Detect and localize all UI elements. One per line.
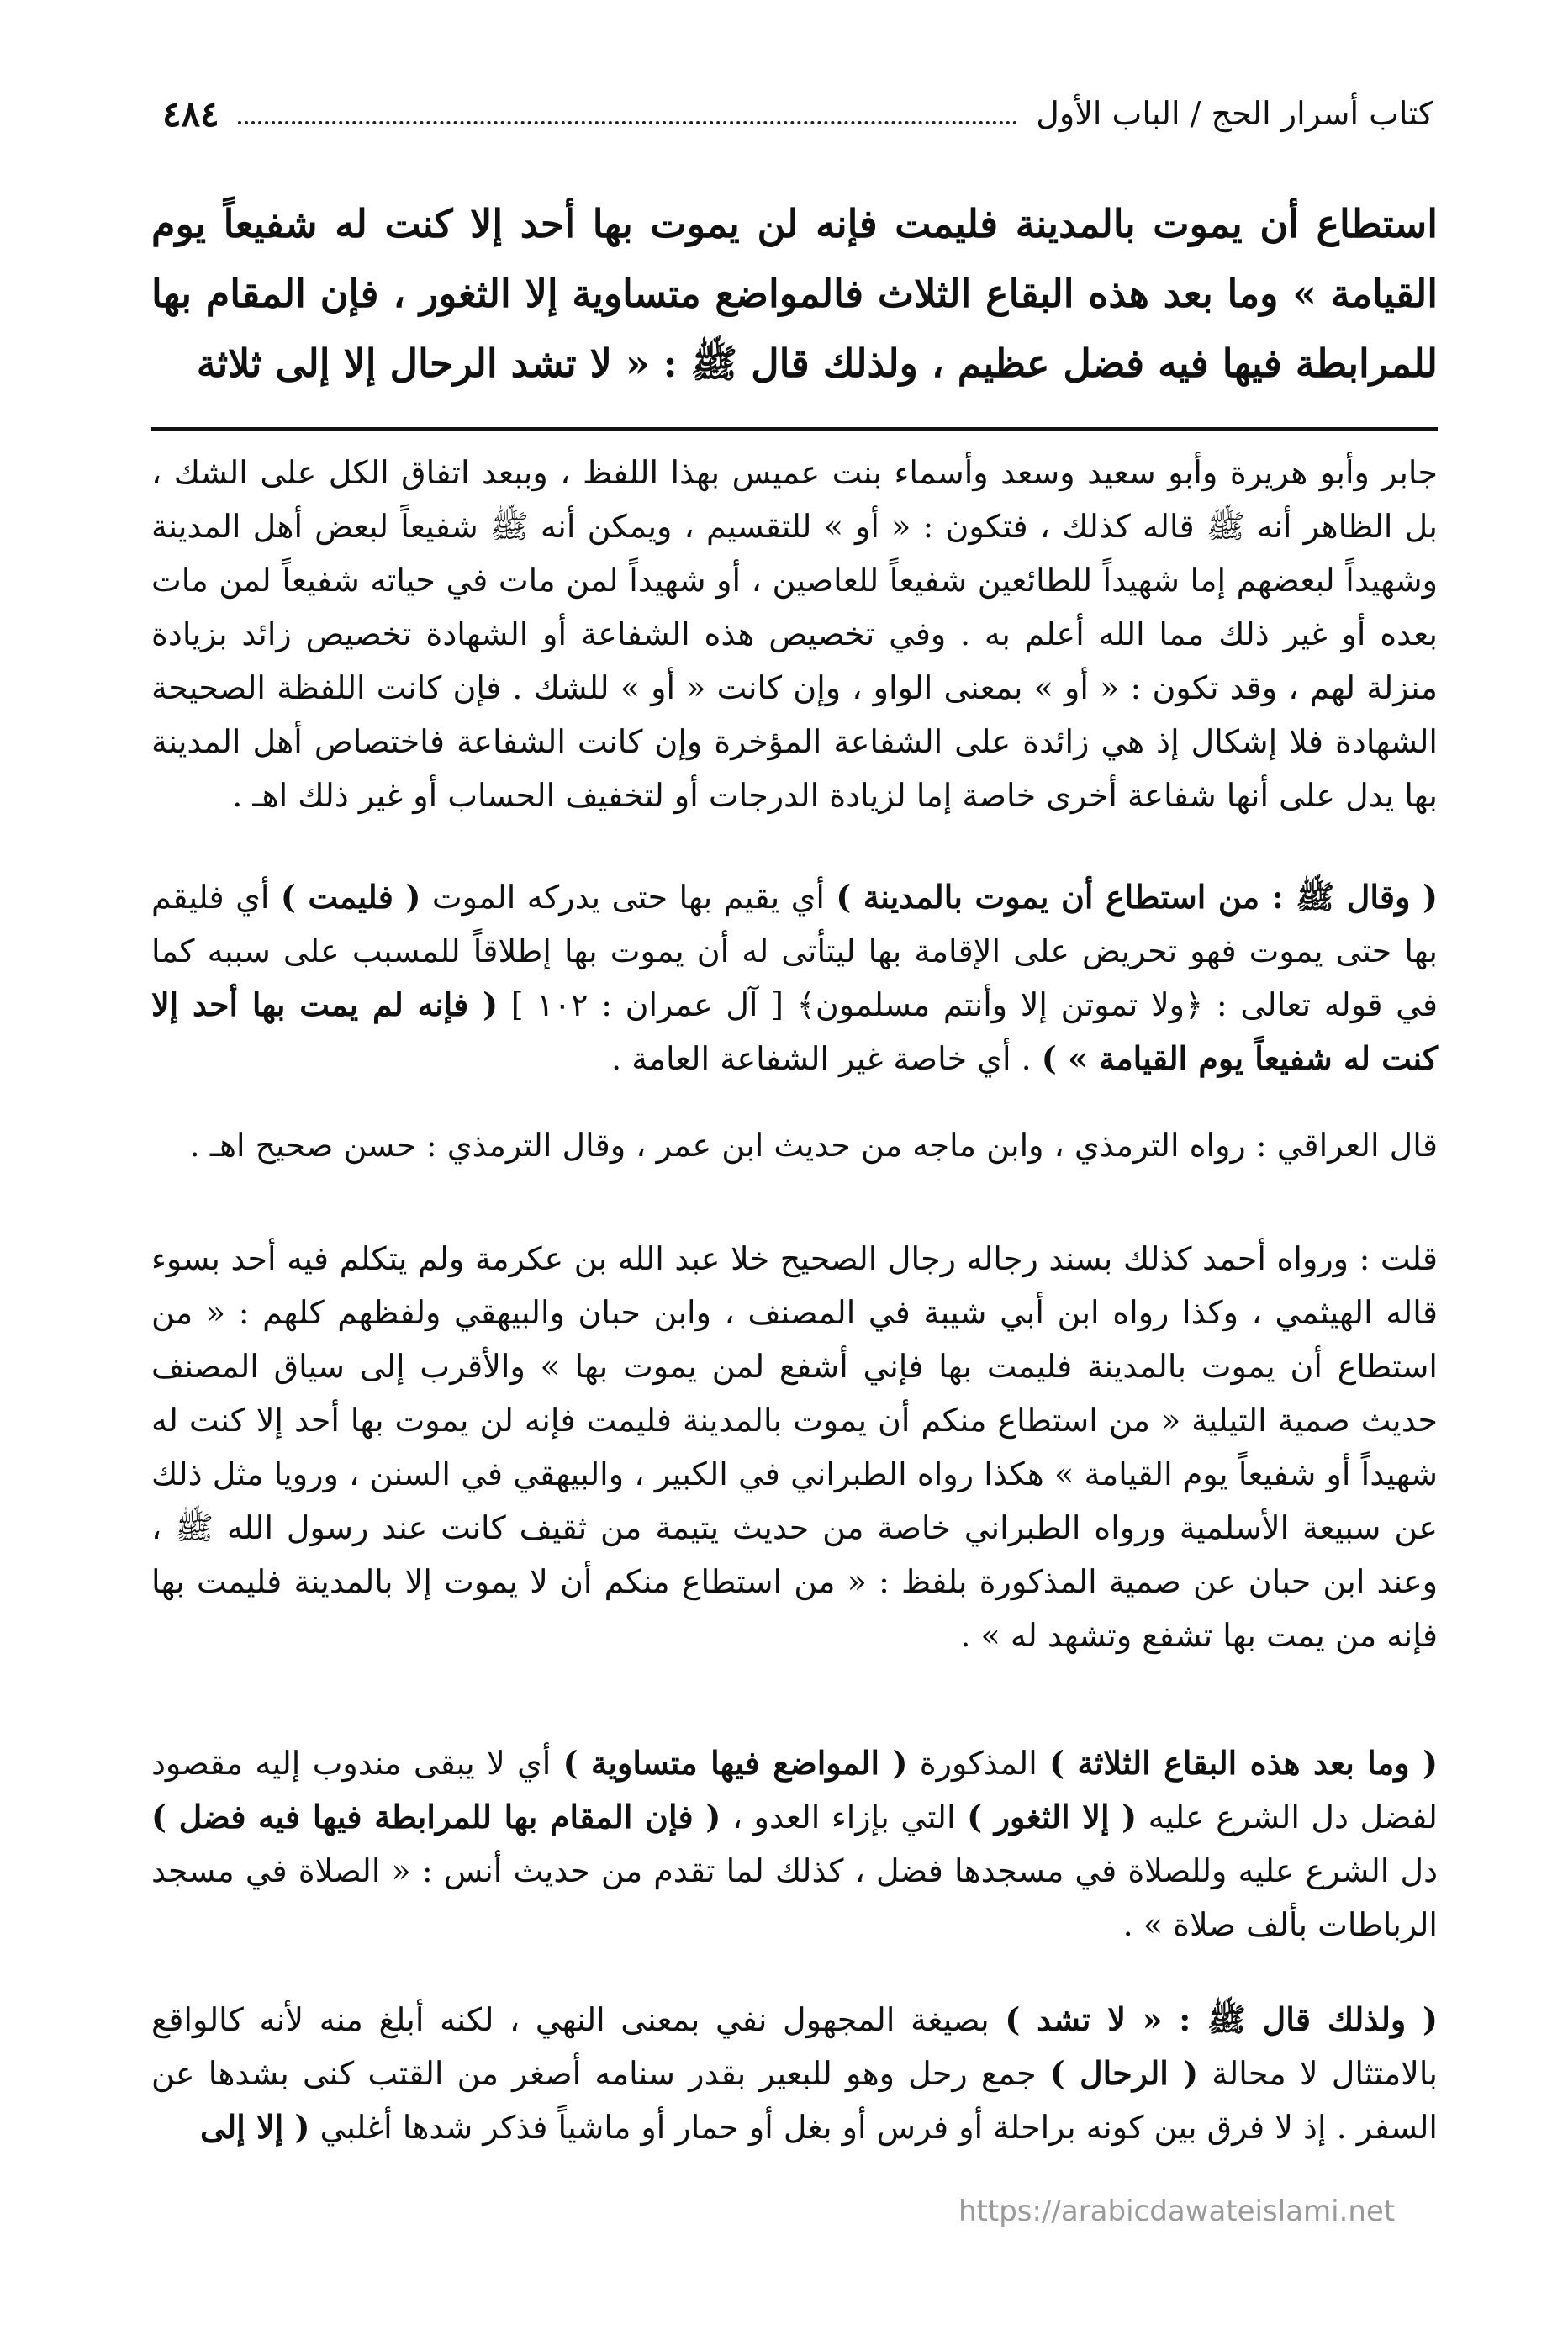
matn-text: استطاع أن يموت بالمدينة فليمت فإنه لن يموت بها أحد إلا كنت له شفيعاً يوم القيامة » وما بعد هذه البقاع الثلاث فالمواضع متساوية إلا الثغور ، فإن المقام بها للمرابطة فيها فيه فضل عظيم ، ولذلك قال ﷺ : « لا تشد الرحال إلا إلى ثلاثة xyxy=(151,201,1438,386)
commentary-text: جابر وأبو هريرة وأبو سعيد وسعد وأسماء بنت عميس بهذا اللفظ ، وببعد اتفاق الكل على الشك ، بل الظاهر أنه ﷺ قاله كذلك ، فتكون : « أو » للتقسيم ، ويمكن أنه ﷺ شفيعاً لبعض أهل المدينة وشهيداً لبعضهم إما شهيداً للطائعين شفيعاً للعاصين ، أو شهيداً لمن مات في حياته شفيعاً لمن مات بعده أو غير ذلك مما الله أعلم به . وفي تخصيص هذه الشفاعة أو الشهادة تخصيص زائد بزيادة منزلة لهم ، وقد تكون : « أو » بمعنى الواو ، وإن كانت « أو » للشك . فإن كانت اللفظة الصحيحة الشهادة فلا إشكال إذ هي زائدة على الشفاعة المؤخرة وإن كانت الشفاعة فاختصاص أهل المدينة بها يدل على أنها شفاعة أخرى خاصة إما لزيادة الدرجات أو لتخفيف الحساب أو غير ذلك اهـ . xyxy=(151,454,1438,814)
quoted-matn: ( وما بعد هذه البقاع الثلاثة ) xyxy=(1049,1744,1438,1782)
commentary-span: جمع رحل وهو للبعير بقدر سنامه أصغر من القتب كنى بشدها عن السفر . إذ لا فرق بين كونه براحلة أو فرس أو بغل أو حمار أو ماشياً فذكر شدها أغلبي xyxy=(151,2055,1438,2146)
quoted-matn: ( فإن المقام بها للمرابطة فيها فيه فضل ) xyxy=(151,1798,721,1836)
commentary-paragraph-1 xyxy=(151,446,1438,822)
separator-rule xyxy=(151,427,1438,431)
quoted-matn: ( وقال ﷺ : من استطاع أن يموت بالمدينة ) xyxy=(836,878,1438,916)
running-title: كتاب أسرار الحج / الباب الأول xyxy=(1036,95,1433,132)
commentary-paragraph-6 xyxy=(151,1993,1438,2154)
commentary-text xyxy=(151,1993,1438,2154)
commentary-paragraph-2 xyxy=(151,870,1438,1086)
commentary-span: دل الشرع عليه وللصلاة في مسجدها فضل ، كذلك لما تقدم من حديث أنس : « الصلاة في مسجد الرباطات بألف صلاة » . xyxy=(151,1852,1438,1943)
quoted-matn: ( إلا إلى xyxy=(199,2108,310,2146)
commentary-text xyxy=(151,870,1438,1086)
page-header xyxy=(147,84,1433,143)
quoted-matn: ( المواضع فيها متساوية ) xyxy=(562,1744,908,1782)
header-leader-dots xyxy=(238,120,1018,124)
page-number: ٤٨٤ xyxy=(162,92,219,135)
commentary-paragraph-5 xyxy=(151,1736,1438,1952)
commentary-paragraph-3 xyxy=(151,1118,1438,1172)
commentary-paragraph-4 xyxy=(151,1232,1438,1662)
commentary-span: أي يقيم بها حتى يدركه الموت xyxy=(420,879,837,916)
commentary-text: قلت : ورواه أحمد كذلك بسند رجاله رجال الصحيح خلا عبد الله بن عكرمة ولم يتكلم فيه أحد بسوء قاله الهيثمي ، وكذا رواه ابن أبي شيبة في المصنف ، وابن حبان والبيهقي ولفظهم كلهم : « من استطاع أن يموت بالمدينة فليمت بها فإني أشفع لمن يموت بها » والأقرب إلى سياق المصنف حديث صمية التيلية « من استطاع منكم أن يموت بالمدينة فليمت فإنه لن يموت بها أحد إلا كنت له شهيداً أو شفيعاً يوم القيامة » هكذا رواه الطبراني في الكبير ، والبيهقي في السنن ، ورويا مثل ذلك عن سبيعة الأسلمية ورواه الطبراني خاصة من حديث يتيمة من ثقيف كانت عند رسول الله ﷺ ، وعند ابن حبان عن صمية المذكورة بلفظ : « من استطاع منكم أن لا يموت إلا بالمدينة فليمت بها فإنه من يمت بها تشفع وتشهد له » . xyxy=(151,1240,1438,1654)
quoted-matn: ( إلا الثغور ) xyxy=(967,1798,1138,1836)
commentary-span: أي فليقم بها حتى يموت فهو تحريض على الإقامة بها ليتأتى له أن يموت بها إطلاقاً للمسبب على سببه كما في قوله تعالى : ﴿ولا تموتن إلا وأنتم مسلمون﴾ [ آل عمران : ١٠٢ ] xyxy=(151,879,1438,1023)
quoted-matn: ( فإنه لم يمت بها أحد إلا كنت له شفيعاً يوم القيامة » ) xyxy=(151,985,1438,1077)
commentary-text xyxy=(151,1736,1438,1952)
quoted-matn: ( ولذلك قال ﷺ : « لا تشد ) xyxy=(1005,2000,1438,2038)
commentary-span: أي لا يبقى مندوب إليه مقصود لفضل دل الشرع عليه xyxy=(151,1745,1438,1836)
quoted-matn: ( فليمت ) xyxy=(280,878,421,916)
commentary-text: قال العراقي : رواه الترمذي ، وابن ماجه من حديث ابن عمر ، وقال الترمذي : حسن صحيح اهـ . xyxy=(189,1127,1438,1164)
quoted-matn: ( الرحال ) xyxy=(1049,2054,1199,2092)
commentary-span: التي بإزاء العدو ، xyxy=(721,1799,968,1836)
commentary-span: بصيغة المجهول نفي بمعنى النهي ، لكنه أبلغ منه لأنه كالواقع بالامتثال لا محالة xyxy=(151,2001,1439,2092)
commentary-span: . أي خاصة غير الشفاعة العامة . xyxy=(611,1040,1042,1077)
watermark-url: https://arabicdawateislami.net xyxy=(958,2195,1396,2228)
commentary-span: المذكورة xyxy=(907,1745,1050,1782)
